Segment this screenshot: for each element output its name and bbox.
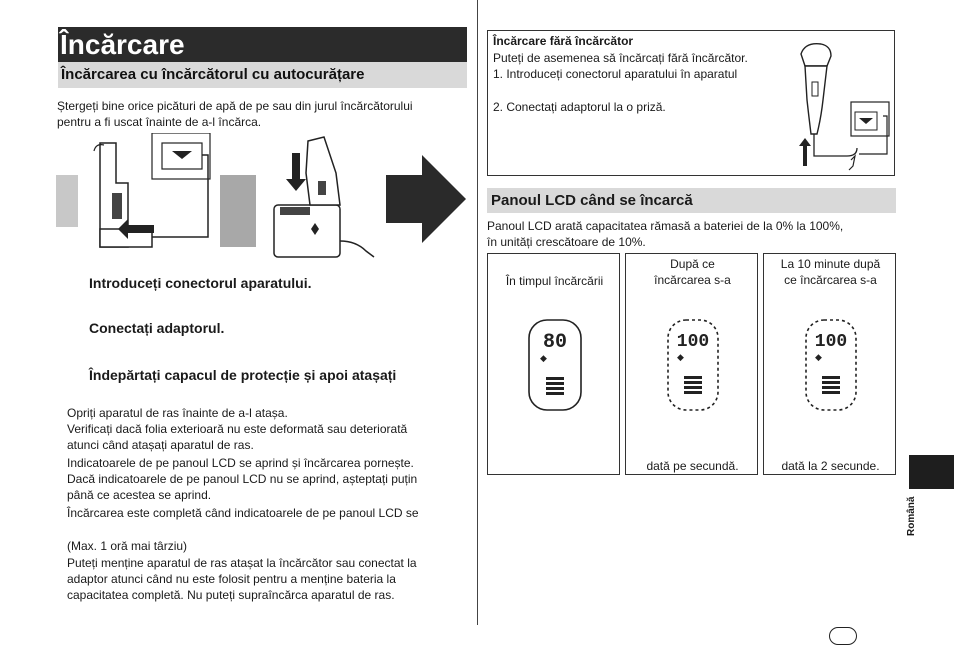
note-line: capacitatea completă. Nu puteți supraîncărca aparatul de ras.: [67, 588, 395, 602]
no-charger-step-2: 2. Conectați adaptorul la o priză.: [493, 100, 666, 114]
no-charger-line: Puteți de asemenea să încărcați fără încărcător.: [493, 51, 748, 65]
note-line: Dacă indicatoarele de pe panoul LCD nu se aprind, așteptați puțin: [67, 472, 418, 486]
column-divider: [477, 0, 478, 625]
shaver-illustration: [795, 38, 891, 174]
lcd-panel-label: După ce: [670, 257, 715, 271]
lcd-panel-label: încărcarea s-a: [654, 273, 731, 287]
lcd-panel-label: ce încărcarea s-a: [784, 273, 877, 287]
step-1: Introduceți conectorul aparatului.: [89, 275, 312, 291]
note-line: adaptor atunci când nu este folosit pentru a menține bateria la: [67, 572, 396, 586]
language-tab: [909, 455, 954, 489]
page-number-oval: [829, 627, 857, 645]
no-charger-heading: Încărcare fără încărcător: [493, 34, 634, 48]
lcd-display: [798, 316, 864, 414]
lcd-panel-10min-after: [763, 253, 896, 475]
lcd-section-heading: Panoul LCD când se încarcă: [491, 192, 693, 209]
lcd-panel-label: La 10 minute după: [780, 257, 881, 271]
lcd-display: [526, 317, 584, 413]
plug-icon: ◆: [815, 352, 822, 362]
note-line: atunci când atașați aparatul de ras.: [67, 438, 254, 452]
lcd-digits: 100: [676, 332, 710, 352]
lcd-desc-line: Panoul LCD arată capacitatea rămasă a bateriei de la 0% la 100%,: [487, 219, 844, 233]
lcd-digits: 100: [814, 332, 848, 352]
charger-illustration: [56, 133, 468, 263]
section-heading: Încărcarea cu încărcătorul cu autocurățare: [61, 66, 365, 83]
note-line: Puteți menține aparatul de ras atașat la încărcător sau conectat la: [67, 556, 417, 570]
lcd-display: [660, 316, 726, 414]
no-charger-step-1: 1. Introduceți conectorul aparatului în aparatul: [493, 67, 738, 81]
language-label: Română: [906, 496, 917, 536]
lcd-panel-footer: dată la 2 secunde.: [781, 459, 880, 473]
intro-line: pentru a fi uscat înainte de a-l încărca.: [57, 115, 262, 129]
note-line: Indicatoarele de pe panoul LCD se aprind și încărcarea pornește.: [67, 456, 414, 470]
plug-icon: ◆: [677, 352, 684, 362]
step-3: Îndepărtați capacul de protecție și apoi atașați: [89, 367, 397, 383]
lcd-panel-label: În timpul încărcării: [505, 274, 604, 288]
step-2: Conectați adaptorul.: [89, 320, 225, 336]
plug-icon: ◆: [540, 353, 547, 363]
lcd-panel-footer: dată pe secundă.: [646, 459, 739, 473]
lcd-digits: 80: [542, 331, 568, 354]
note-line: Verificați dacă folia exterioară nu este deformată sau deteriorată: [67, 422, 408, 436]
lcd-desc-line: în unități crescătoare de 10%.: [487, 235, 646, 249]
intro-line: Ștergeți bine orice picături de apă de pe sau din jurul încărcătorului: [57, 99, 413, 113]
lcd-panel-after-charge: [625, 253, 758, 475]
lcd-panel-charging: [487, 253, 620, 475]
note-line: Încărcarea este completă când indicatoarele de pe panoul LCD se: [67, 506, 419, 520]
note-line: Opriți aparatul de ras înainte de a-l atașa.: [67, 406, 288, 420]
note-line: (Max. 1 oră mai târziu): [67, 539, 188, 553]
note-line: până ce acestea se aprind.: [67, 488, 212, 502]
page-title: Încărcare: [60, 29, 185, 60]
